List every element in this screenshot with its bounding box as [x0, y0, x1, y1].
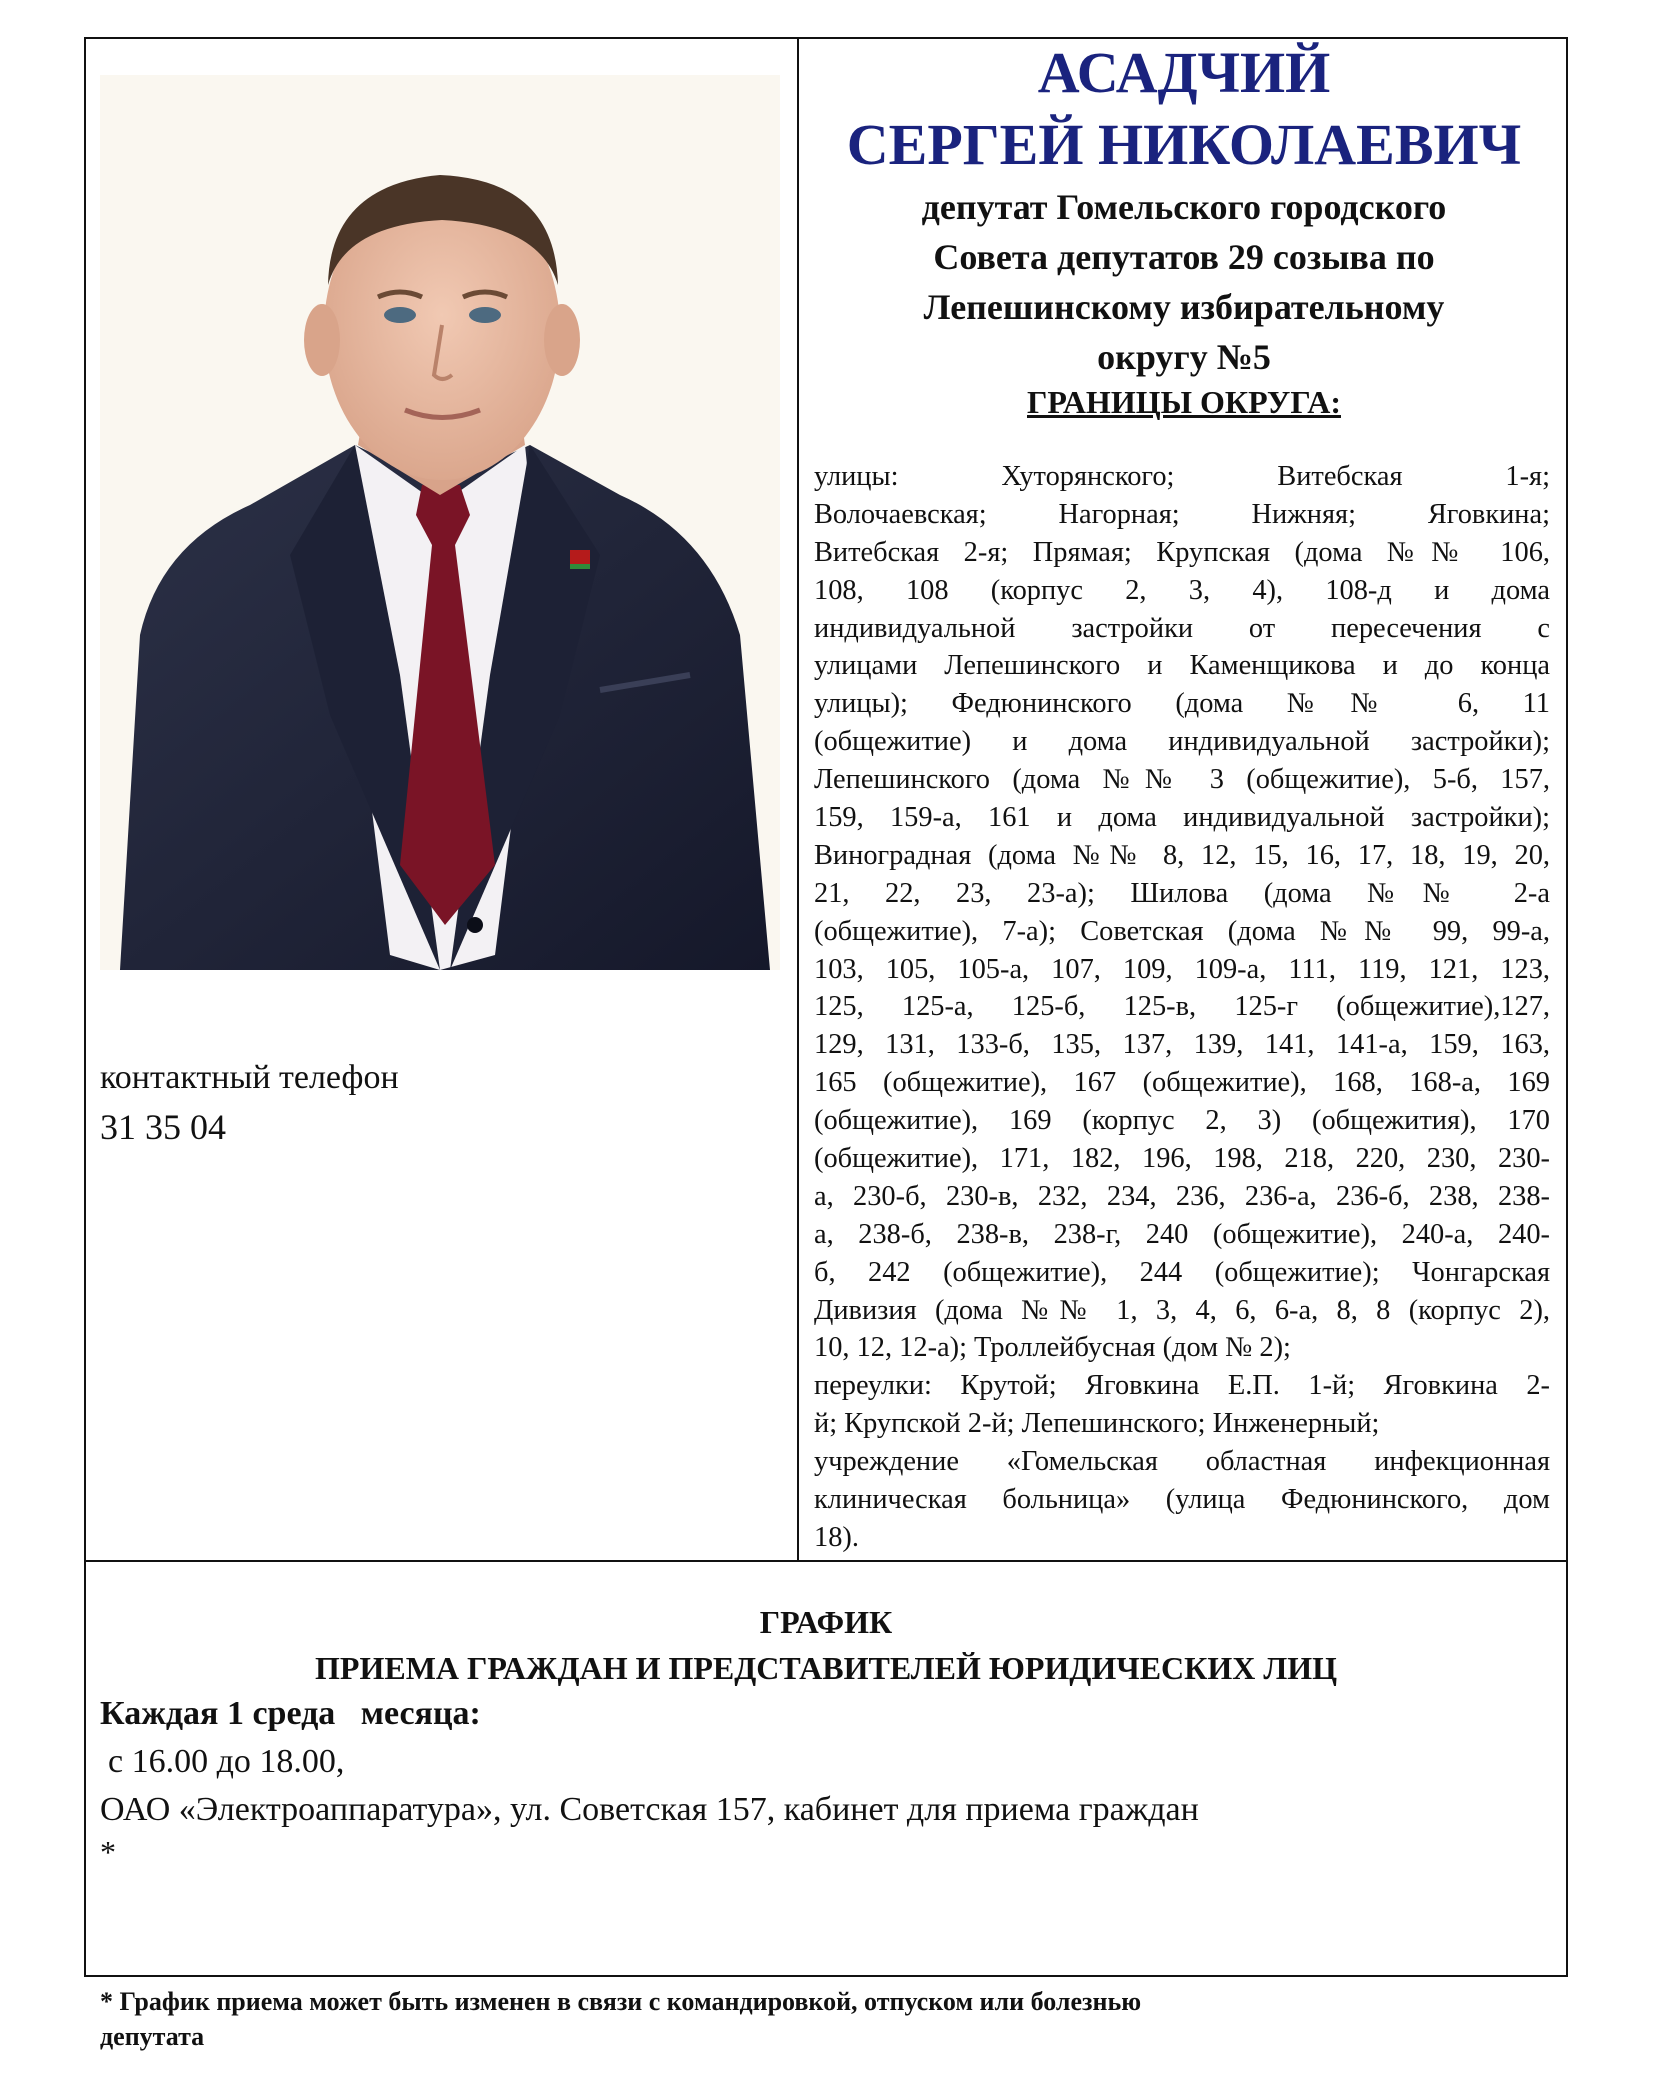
footnote-line: депутата [100, 2022, 205, 2051]
boundaries-line: переулки: Крутой; Яговкина Е.П. 1-й; Яговкина 2- [814, 1370, 1550, 1402]
boundaries-line: улицами Лепешинского и Каменщикова и до конца [814, 650, 1550, 682]
boundaries-line: б, 242 (общежитие), 244 (общежитие); Чонгарская [814, 1256, 1550, 1288]
boundaries-line: а, 230-б, 230-в, 232, 234, 236, 236-а, 236-б, 238, 238- [814, 1180, 1550, 1212]
boundaries-line: учреждение «Гомельская областная инфекционная [814, 1446, 1550, 1478]
boundaries-line: Лепешинского (дома №№ 3 (общежитие), 5-б, 157, [814, 764, 1550, 796]
boundaries-line: 108, 108 (корпус 2, 3, 4), 108-д и дома [814, 574, 1550, 606]
boundaries-line: й; Крупской 2-й; Лепешинского; Инженерный; [814, 1408, 1380, 1440]
deputy-surname: АСАДЧИЙ [1037, 40, 1331, 105]
boundaries-line: 21, 22, 23, 23-а); Шилова (дома №№ 2-а [814, 877, 1550, 909]
contact-phone-label: контактный телефон [100, 1059, 399, 1096]
section-divider [84, 1560, 1568, 1562]
boundaries-line: (общежитие), 171, 182, 196, 198, 218, 220, 230, 230- [814, 1143, 1550, 1175]
schedule-title: ГРАФИК [759, 1604, 893, 1640]
deputy-title [800, 182, 1568, 382]
deputy-given-names: СЕРГЕЙ НИКОЛАЕВИЧ [846, 112, 1522, 177]
boundaries-line: 10, 12, 12-а); Троллейбусная (дом № 2); [814, 1332, 1291, 1364]
deputy-title-line: Совета депутатов 29 созыва по [933, 237, 1435, 277]
boundaries-text [814, 458, 1550, 1557]
boundaries-line: а, 238-б, 238-в, 238-г, 240 (общежитие), 240-а, 240- [814, 1218, 1550, 1250]
portrait-illustration [100, 75, 780, 970]
boundaries-line: 103, 105, 105-а, 107, 109, 109-а, 111, 119, 121, 123, [814, 953, 1550, 985]
footnote [100, 1984, 1500, 2054]
boundaries-line: (общежитие) и дома индивидуальной застройки); [814, 726, 1550, 758]
deputy-title-line: округу №5 [1097, 337, 1271, 377]
contact-phone-number: 31 35 04 [100, 1107, 226, 1147]
boundaries-line: Волочаевская; Нагорная; Нижняя; Яговкина; [814, 498, 1550, 530]
boundaries-line: 159, 159-а, 161 и дома индивидуальной застройки); [814, 802, 1550, 834]
boundaries-line: Витебская 2-я; Прямая; Крупская (дома №№ 106, [814, 536, 1550, 568]
boundaries-line: 129, 131, 133-б, 135, 137, 139, 141, 141-а, 159, 163, [814, 1029, 1550, 1061]
schedule-footnote-marker: * [100, 1834, 116, 1870]
boundaries-line: 125, 125-а, 125-б, 125-в, 125-г (общежитие),127, [814, 991, 1550, 1023]
deputy-portrait-photo [100, 75, 780, 970]
boundaries-line: (общежитие), 7-а); Советская (дома №№ 99, 99-а, [814, 915, 1550, 947]
schedule-time: с 16.00 до 18.00, [108, 1743, 345, 1780]
boundaries-line: 165 (общежитие), 167 (общежитие), 168, 168-а, 169 [814, 1067, 1550, 1099]
boundaries-line: индивидуальной застройки от пересечения с [814, 612, 1550, 644]
boundaries-line: улицы); Федюнинского (дома №№ 6, 11 [814, 688, 1550, 720]
deputy-title-line: депутат Гомельского городского [921, 187, 1447, 227]
schedule-place: ОАО «Электроаппаратура», ул. Советская 157, кабинет для приема граждан [100, 1791, 1199, 1828]
boundaries-line: Дивизия (дома №№ 1, 3, 4, 6, 6-а, 8, 8 (корпус 2), [814, 1294, 1550, 1326]
boundaries-heading: ГРАНИЦЫ ОКРУГА: [1027, 384, 1341, 420]
column-divider [797, 37, 799, 1562]
schedule-subtitle: ПРИЕМА ГРАЖДАН И ПРЕДСТАВИТЕЛЕЙ ЮРИДИЧЕСКИХ ЛИЦ [315, 1650, 1337, 1686]
boundaries-line: (общежитие), 169 (корпус 2, 3) (общежития), 170 [814, 1105, 1550, 1137]
boundaries-line: улицы: Хуторянского; Витебская 1-я; [814, 461, 1550, 492]
boundaries-line: 18). [814, 1521, 859, 1553]
boundaries-line: Виноградная (дома №№ 8, 12, 15, 16, 17, 18, 19, 20, [814, 839, 1550, 871]
schedule-day: Каждая 1 среда месяца: [100, 1695, 481, 1732]
footnote-line: * График приема может быть изменен в связи с командировкой, отпуском или болезнью [100, 1987, 1142, 2016]
boundaries-line: клиническая больница» (улица Федюнинского, дом [814, 1484, 1550, 1516]
deputy-title-line: Лепешинскому избирательному [923, 287, 1445, 327]
